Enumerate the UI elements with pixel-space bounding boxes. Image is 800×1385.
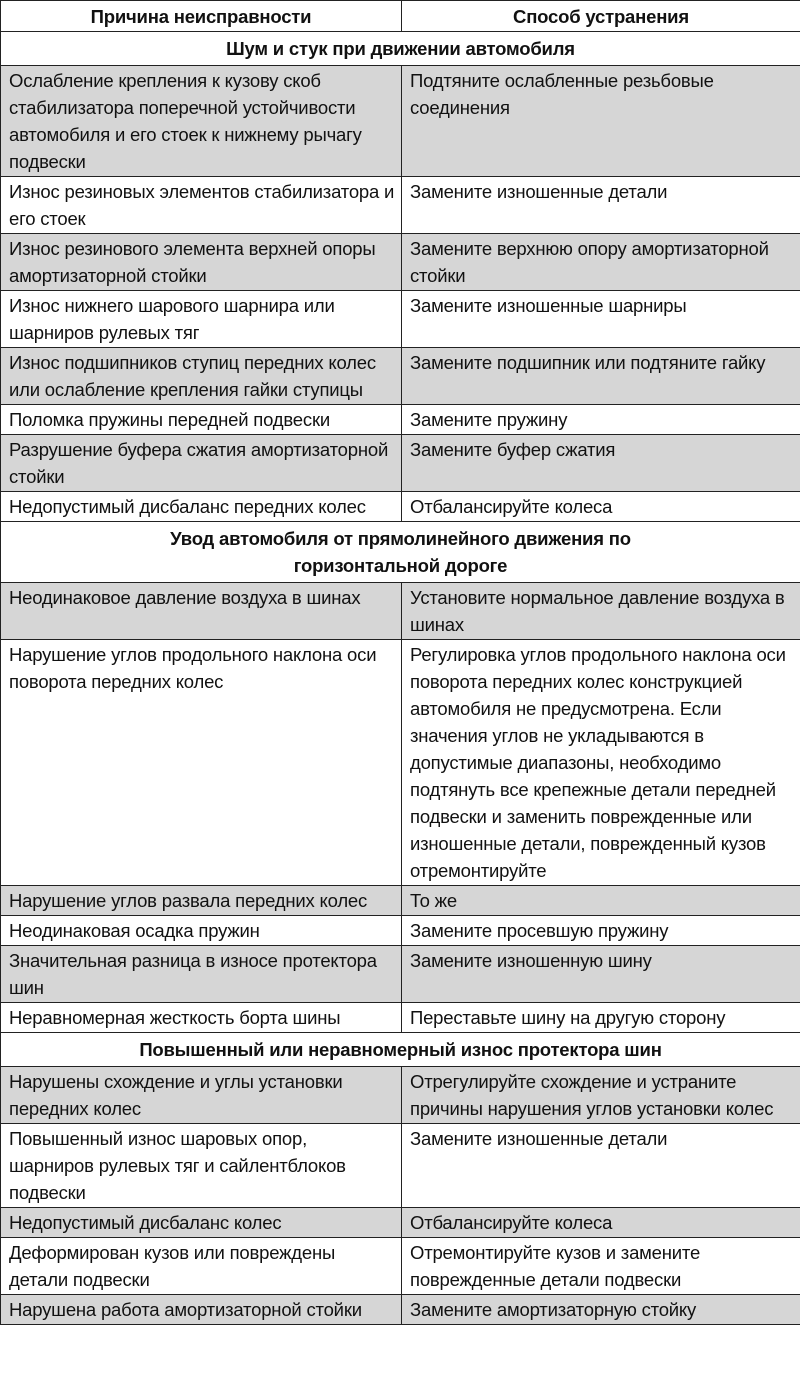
section-title: Увод автомобиля от прямолинейного движения по горизонтальной дороге bbox=[1, 522, 800, 583]
table-row bbox=[1, 946, 800, 1003]
table-row bbox=[1, 1208, 800, 1238]
table-row bbox=[1, 886, 800, 916]
section-row bbox=[1, 522, 800, 583]
table-row bbox=[1, 492, 800, 522]
remedy-cell: Подтяните ослабленные резьбовые соединения bbox=[402, 66, 800, 177]
remedy-cell: Отбалансируйте колеса bbox=[402, 1208, 800, 1238]
section-row bbox=[1, 1033, 800, 1067]
cause-cell: Деформирован кузов или повреждены детали подвески bbox=[1, 1238, 402, 1295]
table-row bbox=[1, 1003, 800, 1033]
cause-cell: Недопустимый дисбаланс передних колес bbox=[1, 492, 402, 522]
remedy-cell: Отрегулируйте схождение и устраните причины нарушения углов установки колес bbox=[402, 1067, 800, 1124]
cause-cell: Недопустимый дисбаланс колес bbox=[1, 1208, 402, 1238]
cause-cell: Неодинаковая осадка пружин bbox=[1, 916, 402, 946]
cause-cell: Нарушена работа амортизаторной стойки bbox=[1, 1295, 402, 1325]
cause-cell: Износ подшипников ступиц передних колес или ослабление крепления гайки ступицы bbox=[1, 348, 402, 405]
remedy-cell: Замените амортизаторную стойку bbox=[402, 1295, 800, 1325]
section-row bbox=[1, 32, 800, 66]
cause-cell: Неодинаковое давление воздуха в шинах bbox=[1, 583, 402, 640]
header-row bbox=[1, 1, 800, 32]
cause-cell: Износ нижнего шарового шарнира или шарниров рулевых тяг bbox=[1, 291, 402, 348]
remedy-cell: Отбалансируйте колеса bbox=[402, 492, 800, 522]
remedy-cell: Отремонтируйте кузов и замените поврежденные детали подвески bbox=[402, 1238, 800, 1295]
cause-cell: Неравномерная жесткость борта шины bbox=[1, 1003, 402, 1033]
remedy-cell: Замените просевшую пружину bbox=[402, 916, 800, 946]
remedy-cell: То же bbox=[402, 886, 800, 916]
table-row bbox=[1, 177, 800, 234]
table-row bbox=[1, 1238, 800, 1295]
table-row bbox=[1, 1067, 800, 1124]
table-row bbox=[1, 435, 800, 492]
table-row bbox=[1, 405, 800, 435]
remedy-cell: Замените подшипник или подтяните гайку bbox=[402, 348, 800, 405]
cause-cell: Значительная разница в износе протектора шин bbox=[1, 946, 402, 1003]
table-row bbox=[1, 66, 800, 177]
remedy-cell: Переставьте шину на другую сторону bbox=[402, 1003, 800, 1033]
remedy-cell: Замените изношенную шину bbox=[402, 946, 800, 1003]
table-row bbox=[1, 640, 800, 886]
table-row bbox=[1, 1295, 800, 1325]
remedy-cell: Замените изношенные детали bbox=[402, 1124, 800, 1208]
table-row bbox=[1, 583, 800, 640]
table-row bbox=[1, 348, 800, 405]
remedy-cell: Замените буфер сжатия bbox=[402, 435, 800, 492]
cause-cell: Повышенный износ шаровых опор, шарниров рулевых тяг и сайлентблоков подвески bbox=[1, 1124, 402, 1208]
table-row bbox=[1, 234, 800, 291]
cause-cell: Нарушение углов развала передних колес bbox=[1, 886, 402, 916]
table-row bbox=[1, 1124, 800, 1208]
section-title: Повышенный или неравномерный износ протектора шин bbox=[1, 1033, 800, 1067]
cause-cell: Износ резинового элемента верхней опоры амортизаторной стойки bbox=[1, 234, 402, 291]
remedy-cell: Замените изношенные детали bbox=[402, 177, 800, 234]
cause-cell: Нарушение углов продольного наклона оси поворота передних колес bbox=[1, 640, 402, 886]
cause-cell: Износ резиновых элементов стабилизатора и его стоек bbox=[1, 177, 402, 234]
table-row bbox=[1, 916, 800, 946]
cause-cell: Ослабление крепления к кузову скоб стабилизатора поперечной устойчивости автомобиля и его стоек к нижнему рычагу подвески bbox=[1, 66, 402, 177]
remedy-cell: Установите нормальное давление воздуха в шинах bbox=[402, 583, 800, 640]
cause-cell: Нарушены схождение и углы установки передних колес bbox=[1, 1067, 402, 1124]
cause-cell: Поломка пружины передней подвески bbox=[1, 405, 402, 435]
header-remedy: Способ устранения bbox=[402, 1, 800, 32]
table-row bbox=[1, 291, 800, 348]
header-cause: Причина неисправности bbox=[1, 1, 402, 32]
remedy-cell: Замените пружину bbox=[402, 405, 800, 435]
section-title: Шум и стук при движении автомобиля bbox=[1, 32, 800, 66]
remedy-cell: Замените верхнюю опору амортизаторной стойки bbox=[402, 234, 800, 291]
remedy-cell: Регулировка углов продольного наклона оси поворота передних колес конструкцией автомобиля не предусмотрена. Если значения углов не укладываются в допустимые диапазоны, необходимо подтянуть все крепежные детали передней подвески и заменить поврежденные или изношенные детали, поврежденный кузов отремонтируйте bbox=[402, 640, 800, 886]
cause-cell: Разрушение буфера сжатия амортизаторной стойки bbox=[1, 435, 402, 492]
remedy-cell: Замените изношенные шарниры bbox=[402, 291, 800, 348]
